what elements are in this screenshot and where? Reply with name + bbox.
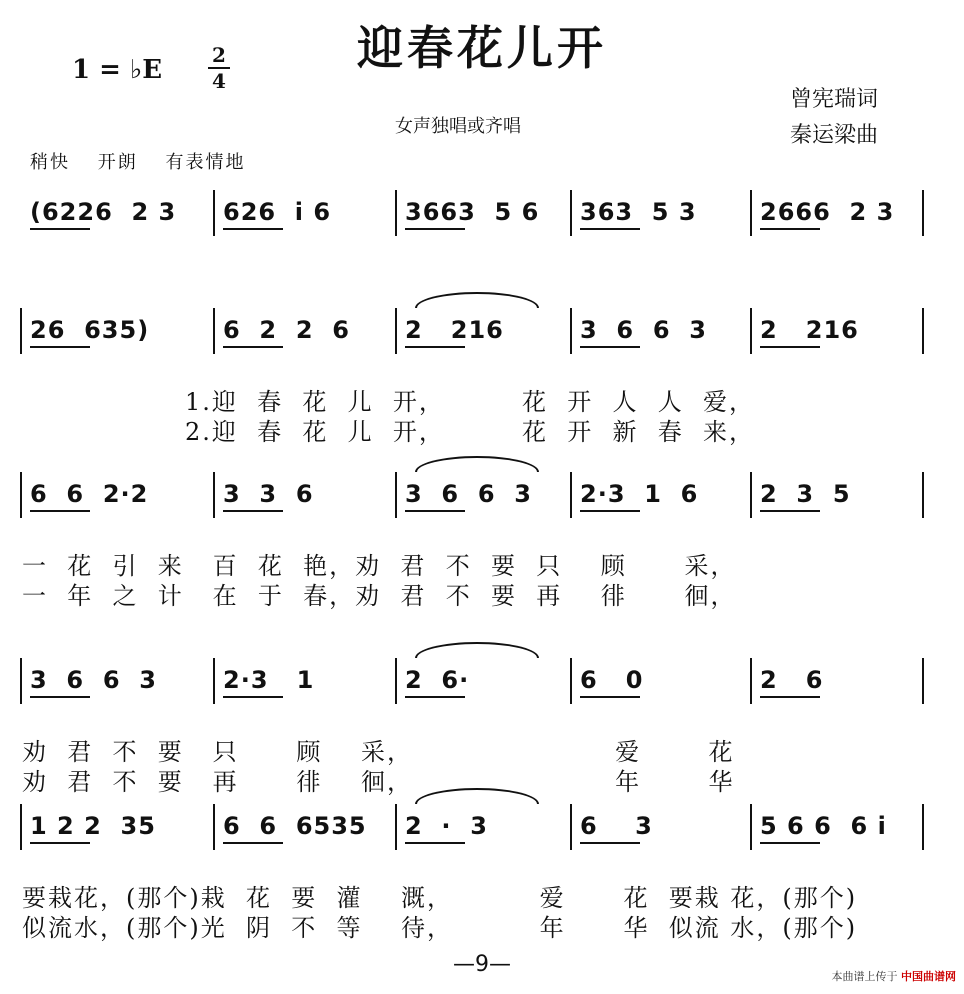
beam (405, 510, 465, 512)
bar-line (570, 190, 572, 236)
bar-line (750, 308, 752, 354)
bar-line (213, 190, 215, 236)
tempo-word: 有表情地 (165, 152, 246, 173)
measure: 3663 5 6 (405, 198, 540, 226)
lyric-line: 一 年 之 计 在 于 春，劝 君 不 要 再 徘 徊， (22, 582, 737, 610)
bar-line (750, 472, 752, 518)
bar-line (213, 804, 215, 850)
bar-line (750, 190, 752, 236)
bar-line (922, 658, 924, 704)
measure: 2 6· (405, 666, 470, 694)
measure: 6 3 (580, 812, 653, 840)
upload-text: 本曲谱上传于 (831, 970, 898, 983)
measure: 2666 2 3 (760, 198, 895, 226)
bar-line (213, 472, 215, 518)
measure: 363 5 3 (580, 198, 697, 226)
beam (30, 346, 90, 348)
measure: 2·3 1 (223, 666, 315, 694)
bar-line (213, 308, 215, 354)
bar-line (570, 804, 572, 850)
composer: 秦运梁曲 (790, 123, 879, 148)
tempo-word: 开朗 (97, 152, 138, 173)
lyric-line: 劝 君 不 要 再 徘 徊， 年 华 (22, 768, 735, 796)
beam (760, 696, 820, 698)
bar-line (922, 308, 924, 354)
time-top: 2 (212, 43, 226, 67)
bar-line (570, 308, 572, 354)
measure: 2 · 3 (405, 812, 488, 840)
tempo-marking (30, 148, 265, 174)
bar-line (395, 472, 397, 518)
measure: 2 216 (760, 316, 859, 344)
measure: 626 i 6 (223, 198, 332, 226)
site-name: 中国曲谱网 (901, 970, 956, 983)
upload-note (832, 968, 957, 984)
measure: 3 3 6 (223, 480, 314, 508)
measure: 2·3 1 6 (580, 480, 699, 508)
measure: 6 6 2·2 (30, 480, 149, 508)
beam (223, 228, 283, 230)
beam (405, 696, 465, 698)
bar-line (750, 658, 752, 704)
bar-line (570, 658, 572, 704)
beam (223, 346, 283, 348)
bar-line (213, 658, 215, 704)
measure: 5 6 6 6 i (760, 812, 887, 840)
measure: 3 6 6 3 (30, 666, 157, 694)
beam (405, 842, 465, 844)
performance-note: 女声独唱或齐唱 (395, 116, 521, 137)
bar-line (20, 658, 22, 704)
beam (760, 510, 820, 512)
measure: 6 0 (580, 666, 644, 694)
measure: 3 6 6 3 (580, 316, 707, 344)
lyric-line: 劝 君 不 要 只 顾 采， 爱 花 (22, 738, 735, 766)
lyric-line: 1.迎 春 花 儿 开， 花 开 人 人 爱， (185, 388, 755, 416)
page-number: —9— (453, 952, 511, 977)
beam (30, 696, 90, 698)
measure: 1 2 2 35 (30, 812, 156, 840)
beam (760, 346, 820, 348)
bar-line (922, 804, 924, 850)
bar-line (395, 804, 397, 850)
lyric-line: 2.迎 春 花 儿 开， 花 开 新 春 来， (185, 418, 755, 446)
bar-line (922, 472, 924, 518)
bar-line (395, 308, 397, 354)
beam (223, 842, 283, 844)
measure: 3 6 6 3 (405, 480, 532, 508)
beam (580, 346, 640, 348)
bar-line (395, 190, 397, 236)
key-signature: 1 = ♭E (72, 55, 163, 85)
beam (580, 510, 640, 512)
beam (30, 842, 90, 844)
lyric-line: 似流水，(那个)光 阴 不 等 待， 年 华 似流 水，(那个) (22, 914, 858, 942)
time-bottom: 4 (212, 69, 226, 93)
song-title: 迎春花儿开 (357, 21, 607, 75)
lyricist: 曾宪瑞词 (790, 87, 879, 112)
slur (415, 642, 539, 658)
bar-line (922, 190, 924, 236)
measure: 2 216 (405, 316, 504, 344)
measure: 6 2 2 6 (223, 316, 350, 344)
slur (415, 456, 539, 472)
time-signature (208, 44, 230, 92)
measure: 6 6 6535 (223, 812, 367, 840)
measure: 2 3 5 (760, 480, 851, 508)
bar-line (750, 804, 752, 850)
beam (405, 346, 465, 348)
bar-line (395, 658, 397, 704)
beam (223, 510, 283, 512)
beam (30, 228, 90, 230)
beam (223, 696, 283, 698)
beam (30, 510, 90, 512)
measure: 2 6 (760, 666, 824, 694)
bar-line (20, 472, 22, 518)
bar-line (20, 308, 22, 354)
measure: 26 635) (30, 316, 150, 344)
measure: (6226 2 3 (30, 198, 177, 226)
beam (405, 228, 465, 230)
bar-line (570, 472, 572, 518)
bar-line (20, 804, 22, 850)
beam (760, 228, 820, 230)
tempo-word: 稍快 (30, 152, 70, 173)
beam (580, 696, 640, 698)
beam (580, 228, 640, 230)
beam (580, 842, 640, 844)
beam (760, 842, 820, 844)
slur (415, 292, 539, 308)
lyric-line: 要栽花，(那个)栽 花 要 灌 溉， 爱 花 要栽 花，(那个) (22, 884, 858, 912)
lyric-line: 一 花 引 来 百 花 艳，劝 君 不 要 只 顾 采， (22, 552, 737, 580)
